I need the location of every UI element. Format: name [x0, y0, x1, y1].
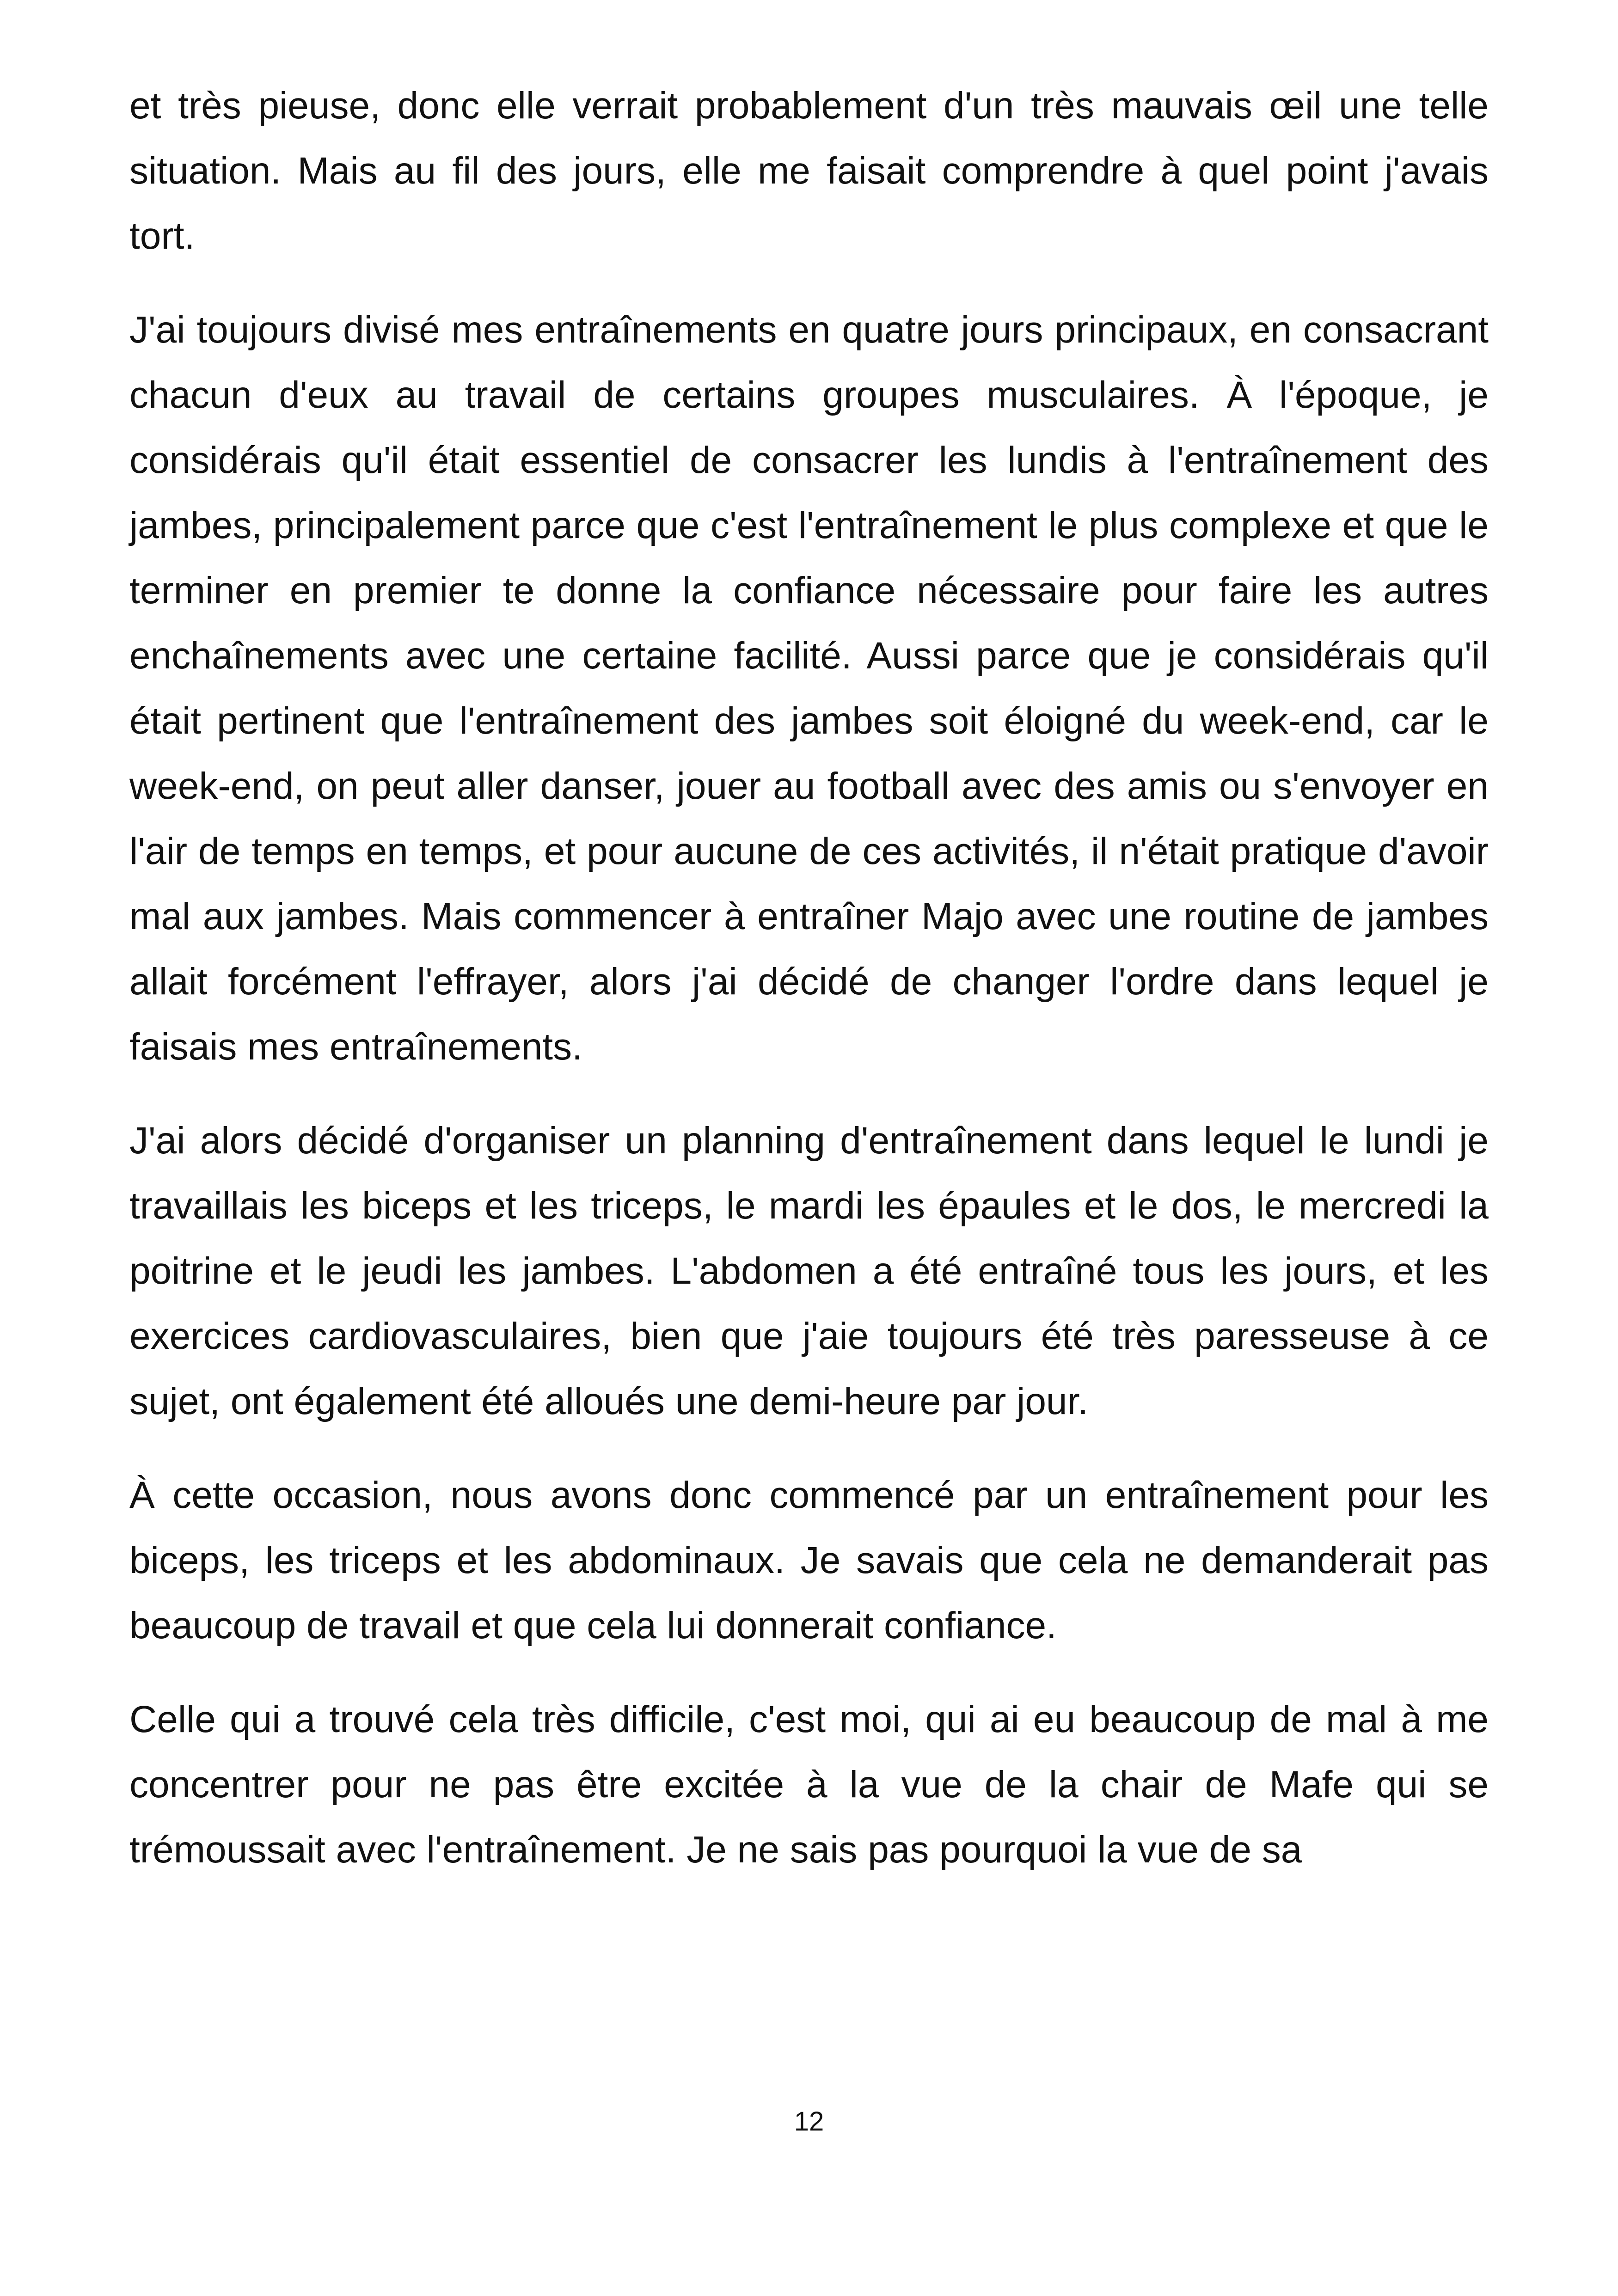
paragraph-4: À cette occasion, nous avons donc commencé par un entraînement pour les biceps, les triceps et les abdominaux. Je savais que cela ne demanderait pas beaucoup de travail et que cela lui donnerait confiance.: [129, 1474, 1489, 1647]
paragraph-3: J'ai alors décidé d'organiser un planning d'entraînement dans lequel le lundi je travaillais les biceps et les triceps, le mardi les épaules et le dos, le mercredi la poitrine et le jeudi les jambes. L'abdomen a été entraîné tous les jours, et les exercices cardiovasculaires, bien que j'aie toujours été très paresseuse à ce sujet, ont également été alloués une demi-heure par jour.: [129, 1120, 1489, 1422]
body-text: [129, 73, 1489, 1911]
page-number: 12: [794, 2106, 824, 2137]
paragraph-5: Celle qui a trouvé cela très difficile, c'est moi, qui ai eu beaucoup de mal à me concentrer pour ne pas être excitée à la vue de la chair de Mafe qui se trémoussait avec l'entraînement. Je ne sais pas pourquoi la vue de sa: [129, 1698, 1489, 1871]
paragraph-2: J'ai toujours divisé mes entraînements en quatre jours principaux, en consacrant chacun d'eux au travail de certains groupes musculaires. À l'époque, je considérais qu'il était essentiel de consacrer les lundis à l'entraînement des jambes, principalement parce que c'est l'entraînement le plus complexe et que le terminer en premier te donne la confiance nécessaire pour faire les autres enchaînements avec une certaine facilité. Aussi parce que je considérais qu'il était pertinent que l'entraînement des jambes soit éloigné du week-end, car le week-end, on peut aller danser, jouer au football avec des amis ou s'envoyer en l'air de temps en temps, et pour aucune de ces activités, il n'était pratique d'avoir mal aux jambes. Mais commencer à entraîner Majo avec une routine de jambes allait forcément l'effrayer, alors j'ai décidé de changer l'ordre dans lequel je faisais mes entraînements.: [129, 309, 1489, 1068]
paragraph-1: et très pieuse, donc elle verrait probablement d'un très mauvais œil une telle situation. Mais au fil des jours, elle me faisait comprendre à quel point j'avais tort.: [129, 85, 1489, 257]
